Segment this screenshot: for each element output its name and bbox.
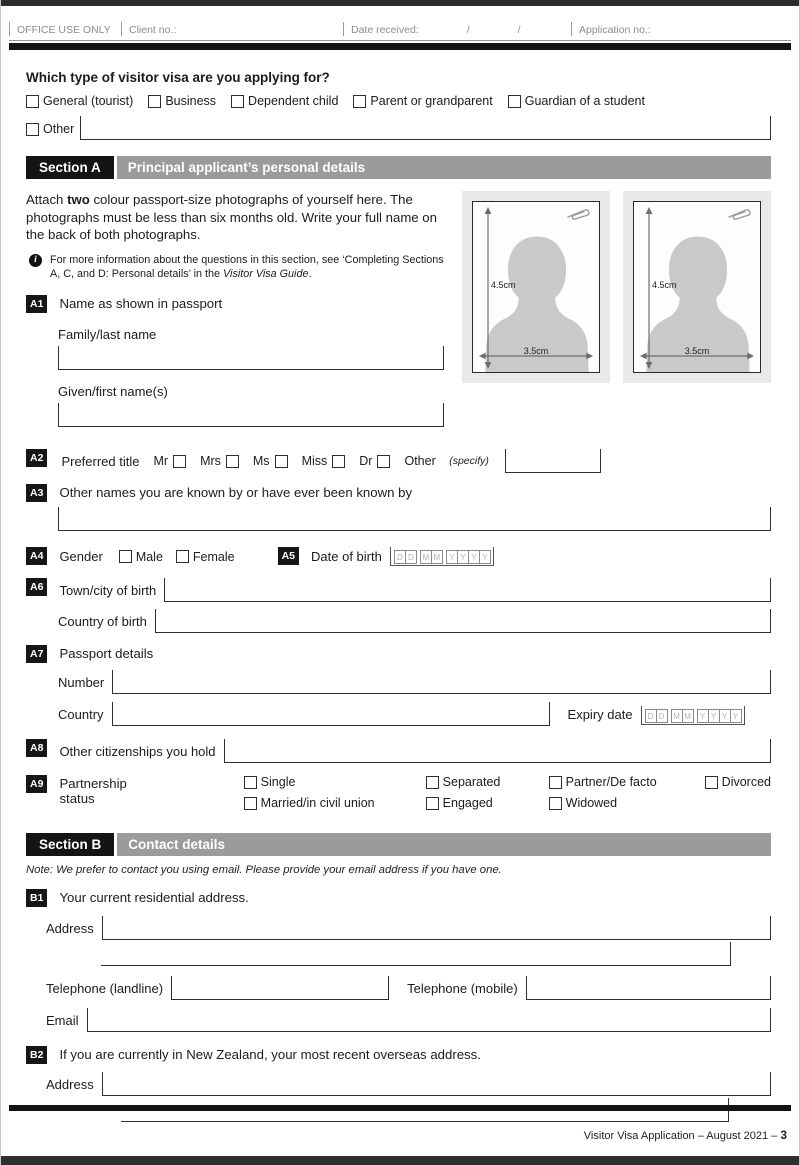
residential-address-input[interactable]	[102, 916, 771, 940]
a8-badge: A8	[26, 739, 47, 757]
date-received-field[interactable]	[343, 22, 571, 36]
country-of-birth-input[interactable]	[155, 609, 771, 633]
info-note-text: For more information about the questions in this section, see ‘Completing Sections A, C, and D: Personal details’ in the Visitor Visa Guide.	[50, 253, 444, 280]
checkbox-icon[interactable]	[377, 455, 390, 468]
b2-label: If you are currently in New Zealand, your most recent overseas address.	[59, 1047, 481, 1063]
title-option-mrs[interactable]: Mrs	[200, 454, 239, 468]
visa-option-label: Parent or grandparent	[370, 94, 493, 108]
b1-address-row	[46, 916, 771, 940]
page-footer	[1, 1105, 799, 1165]
checkbox-icon[interactable]	[549, 797, 562, 810]
expiry-date-label: Expiry date	[567, 707, 633, 723]
photo-box-1	[462, 191, 610, 383]
country-of-birth-label: Country of birth	[58, 614, 147, 630]
visa-option-label: Dependent child	[248, 94, 339, 108]
family-name-input[interactable]	[58, 346, 444, 370]
checkbox-icon[interactable]	[148, 95, 161, 108]
checkbox-icon[interactable]	[705, 776, 718, 789]
date-of-birth-input[interactable]: D D M M Y Y Y Y	[390, 547, 494, 566]
family-name-label: Family/last name	[58, 327, 157, 343]
a8-row	[26, 739, 771, 763]
telephone-landline-input[interactable]	[171, 976, 389, 1000]
client-no-field[interactable]: Client no.:	[121, 22, 343, 36]
photo-width-label: 3.5cm	[684, 346, 710, 356]
b1-label: Your current residential address.	[59, 890, 249, 906]
section-a-top	[26, 191, 771, 427]
photo-instructions: Attach two colour passport-size photographs of yourself here. The photographs must be less than six months old. Write your full name on the back of both photographs.	[26, 192, 437, 243]
partnership-single[interactable]: Single	[244, 775, 426, 789]
visa-option-other[interactable]	[26, 122, 74, 136]
section-b-note: Note: We prefer to contact you using email. Please provide your email address if you have one.	[26, 864, 502, 877]
paperclip-icon	[565, 207, 595, 221]
partnership-partner-defacto[interactable]: Partner/De facto	[549, 775, 705, 789]
title-option-mr[interactable]: Mr	[153, 454, 186, 468]
a6-row	[26, 578, 771, 602]
checkbox-icon[interactable]	[244, 797, 257, 810]
visa-option-label: General (tourist)	[43, 94, 134, 108]
address-label: Address	[46, 1077, 94, 1093]
a7-row	[26, 645, 771, 663]
partnership-options	[244, 775, 771, 817]
passport-country-row	[58, 702, 771, 726]
checkbox-icon[interactable]	[26, 123, 39, 136]
footer-text: Visitor Visa Application – August 2021 – 3	[583, 1128, 787, 1142]
photo-height-label: 4.5cm	[491, 280, 516, 290]
footer-divider-bar	[9, 1105, 791, 1111]
photo-height-label: 4.5cm	[652, 280, 677, 290]
checkbox-icon[interactable]	[226, 455, 239, 468]
checkbox-icon[interactable]	[332, 455, 345, 468]
date-received-label: Date received:	[351, 24, 419, 36]
visa-option-label: Business	[165, 94, 217, 108]
checkbox-icon[interactable]	[353, 95, 366, 108]
b1-row	[26, 889, 771, 907]
page-top-edge	[1, 0, 799, 6]
a4-label: Gender	[59, 549, 103, 565]
date-slash: /	[517, 24, 521, 36]
visa-option-general[interactable]	[26, 94, 133, 108]
given-name-label: Given/first name(s)	[58, 384, 168, 400]
visa-option-parent-grandparent[interactable]	[353, 94, 492, 108]
visa-option-dependent-child[interactable]	[231, 94, 338, 108]
visa-option-business[interactable]	[148, 94, 216, 108]
passport-number-row	[58, 670, 771, 694]
office-use-label: OFFICE USE ONLY	[9, 22, 121, 36]
passport-number-label: Number	[58, 675, 105, 691]
top-divider-bar	[9, 43, 791, 50]
visa-option-guardian[interactable]	[508, 94, 645, 108]
checkbox-icon[interactable]	[26, 95, 39, 108]
given-name-input[interactable]	[58, 403, 444, 427]
a1-badge: A1	[26, 295, 47, 313]
partnership-married[interactable]: Married/in civil union	[244, 796, 426, 810]
section-a-header	[26, 156, 771, 179]
a4-a5-row	[26, 547, 771, 566]
a7-badge: A7	[26, 645, 47, 663]
a9-label: Partnership status	[59, 776, 127, 807]
visa-option-label: Other	[43, 122, 75, 136]
info-note	[26, 253, 444, 282]
date-slash: /	[466, 24, 470, 36]
photo-width-label: 3.5cm	[523, 346, 549, 356]
passport-country-input[interactable]	[112, 702, 550, 726]
page-bottom-edge	[1, 1156, 799, 1165]
checkbox-icon[interactable]	[231, 95, 244, 108]
paperclip-icon	[726, 207, 756, 221]
email-input[interactable]	[87, 1008, 771, 1032]
a9-row	[26, 775, 771, 817]
expiry-date-input[interactable]: D D M M Y Y Y Y	[641, 706, 745, 725]
a3-row	[26, 484, 771, 502]
section-b-title: Contact details	[117, 833, 771, 856]
title-option-miss[interactable]: Miss	[302, 454, 346, 468]
telephone-landline-label: Telephone (landline)	[46, 981, 164, 997]
other-citizenships-input[interactable]	[224, 739, 771, 763]
gender-option-female[interactable]: Female	[176, 550, 235, 564]
checkbox-icon[interactable]	[426, 797, 439, 810]
photo-box-2	[623, 191, 771, 383]
a7-label: Passport details	[59, 646, 154, 662]
passport-country-label: Country	[58, 707, 104, 723]
section-a-title: Principal applicant’s personal details	[117, 156, 771, 179]
town-of-birth-label: Town/city of birth	[59, 583, 157, 599]
overseas-address-input[interactable]	[102, 1072, 771, 1096]
b1-badge: B1	[26, 889, 47, 907]
partnership-divorced[interactable]: Divorced	[705, 775, 771, 789]
section-a-badge: Section A	[26, 156, 114, 179]
checkbox-icon[interactable]	[173, 455, 186, 468]
partnership-engaged[interactable]: Engaged	[426, 796, 549, 810]
checkbox-icon[interactable]	[119, 550, 132, 563]
visa-type-options	[26, 94, 771, 108]
b2-badge: B2	[26, 1046, 47, 1064]
section-b-header	[26, 833, 771, 856]
a9-badge: A9	[26, 775, 47, 793]
town-of-birth-input[interactable]	[164, 578, 771, 602]
a1-label: Name as shown in passport	[59, 296, 223, 312]
visa-type-question: Which type of visitor visa are you applying for?	[26, 70, 330, 85]
title-option-dr[interactable]: Dr	[359, 454, 390, 468]
a3-badge: A3	[26, 484, 47, 502]
title-other-input[interactable]	[505, 449, 601, 473]
email-label: Email	[46, 1013, 79, 1029]
a5-badge: A5	[278, 547, 299, 565]
application-no-field[interactable]: Application no.:	[571, 22, 791, 36]
office-use-row	[9, 22, 791, 41]
info-icon: i	[29, 254, 42, 267]
a6-badge: A6	[26, 578, 47, 596]
checkbox-icon[interactable]	[244, 776, 257, 789]
checkbox-icon[interactable]	[275, 455, 288, 468]
title-other-label: Other (specify)	[404, 454, 489, 469]
gender-option-male[interactable]: Male	[119, 550, 163, 564]
b2-row	[26, 1046, 771, 1064]
a3-label: Other names you are known by or have ever been known by	[59, 485, 413, 501]
title-option-ms[interactable]: Ms	[253, 454, 288, 468]
country-of-birth-row	[58, 609, 771, 633]
visa-other-input[interactable]	[80, 116, 771, 140]
telephone-mobile-label: Telephone (mobile)	[407, 981, 518, 997]
b1-telephone-row	[46, 976, 771, 1000]
partnership-widowed[interactable]: Widowed	[549, 796, 705, 810]
checkbox-icon[interactable]	[508, 95, 521, 108]
a1-question-row	[26, 295, 444, 313]
telephone-mobile-input[interactable]	[526, 976, 771, 1000]
a5-label: Date of birth	[311, 549, 382, 565]
visa-option-other-row	[26, 116, 771, 140]
checkbox-icon[interactable]	[549, 776, 562, 789]
checkbox-icon[interactable]	[176, 550, 189, 563]
passport-number-input[interactable]	[112, 670, 771, 694]
a2-row	[26, 449, 771, 473]
a4-badge: A4	[26, 547, 47, 565]
b2-address-row	[46, 1072, 771, 1096]
residential-address-line2[interactable]	[101, 942, 731, 966]
visa-option-label: Guardian of a student	[524, 94, 645, 108]
partnership-separated[interactable]: Separated	[426, 775, 549, 789]
page-number: 3	[780, 1128, 787, 1142]
other-names-input[interactable]	[58, 507, 771, 531]
b1-email-row	[46, 1008, 771, 1032]
section-b-badge: Section B	[26, 833, 114, 856]
checkbox-icon[interactable]	[426, 776, 439, 789]
a2-label: Preferred title	[61, 453, 140, 469]
a2-badge: A2	[26, 449, 47, 467]
address-label: Address	[46, 921, 94, 937]
a8-label: Other citizenships you hold	[59, 744, 216, 760]
